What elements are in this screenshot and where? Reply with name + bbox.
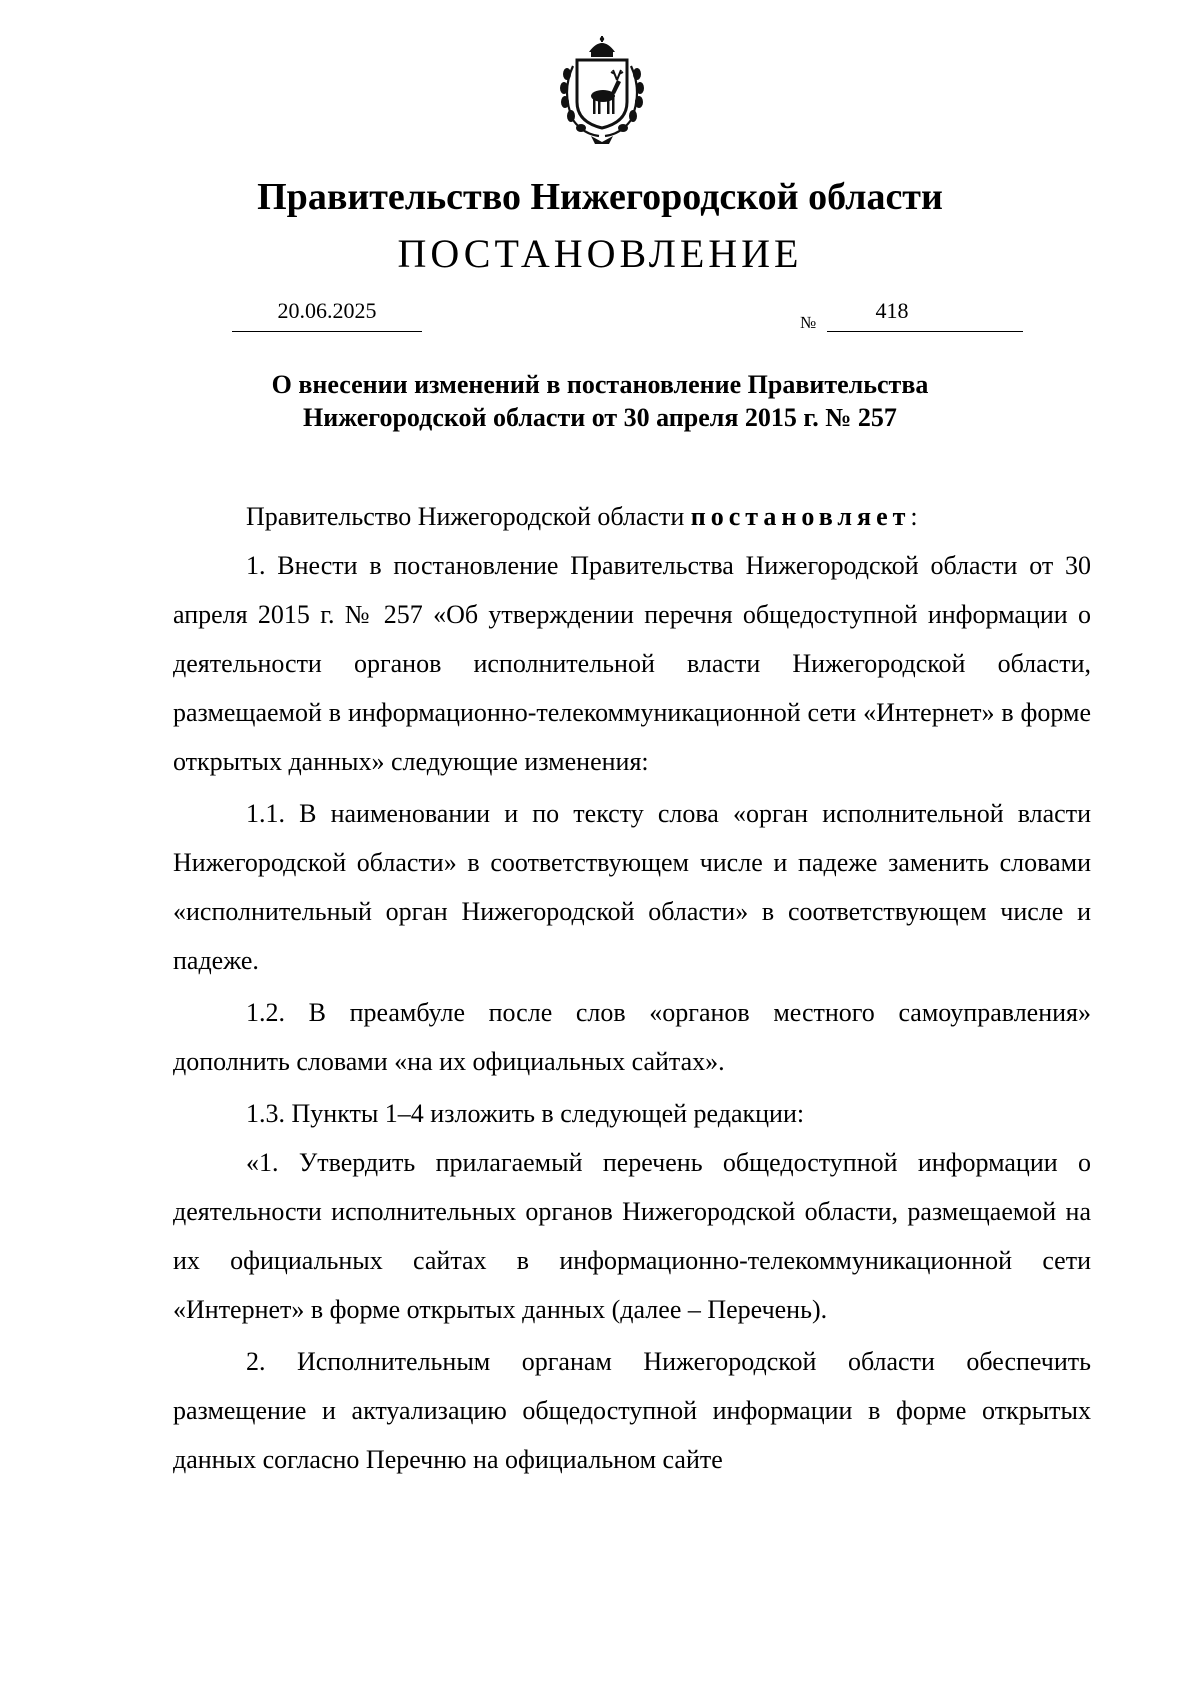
quoted-paragraph-1: «1. Утвердить прилагаемый перечень общедоступной информации о деятельности исполнительных органов Нижегородской области, размещаемой на их официальных сайтах в информационно-телекоммуникационной сети «Интернет» в форме открытых данных (далее – Перечень). [173, 1148, 1091, 1324]
heading-line-1: О внесении изменений в постановление Правительства [271, 370, 929, 399]
coat-of-arms-icon [555, 36, 649, 146]
number-underline [827, 331, 1023, 332]
document-number: 418 [875, 298, 909, 323]
preamble-paragraph [173, 492, 1091, 541]
document-type: ПОСТАНОВЛЕНИЕ [397, 231, 803, 276]
paragraph-1-1: 1.1. В наименовании и по тексту слова «орган исполнительной власти Нижегородской области» в соответствующем числе и падеже заменить словами «исполнительный орган Нижегородской области» в соответствующем числе и падеже. [173, 799, 1091, 975]
preamble-text: Правительство Нижегородской области [246, 502, 691, 531]
document-date: 20.06.2025 [277, 298, 377, 323]
paragraph-1-3: 1.3. Пункты 1–4 изложить в следующей редакции: [246, 1099, 805, 1128]
date-underline [232, 331, 422, 332]
document-heading [0, 368, 1200, 434]
document-body [173, 492, 1091, 1484]
heading-line-2: Нижегородской области от 30 апреля 2015 г. № 257 [303, 403, 897, 432]
paragraph-1-2: 1.2. В преамбуле после слов «органов местного самоуправления» дополнить словами «на их официальных сайтах». [173, 998, 1091, 1076]
preamble-end: : [910, 502, 918, 531]
resolves-keyword: постановляет [690, 502, 911, 531]
number-sign: № [800, 313, 817, 332]
organization-title: Правительство Нижегородской области [257, 176, 943, 218]
paragraph-1: 1. Внести в постановление Правительства Нижегородской области от 30 апреля 2015 г. № 257 «Об утверждении перечня общедоступной информации о деятельности органов исполнительной власти Нижегородской области, размещаемой в информационно-телекоммуникационной сети «Интернет» в форме открытых данных» следующие изменения: [173, 551, 1091, 776]
quoted-paragraph-2: 2. Исполнительным органам Нижегородской области обеспечить размещение и актуализацию общедоступной информации в форме открытых данных согласно Перечню на официальном сайте [173, 1347, 1091, 1474]
